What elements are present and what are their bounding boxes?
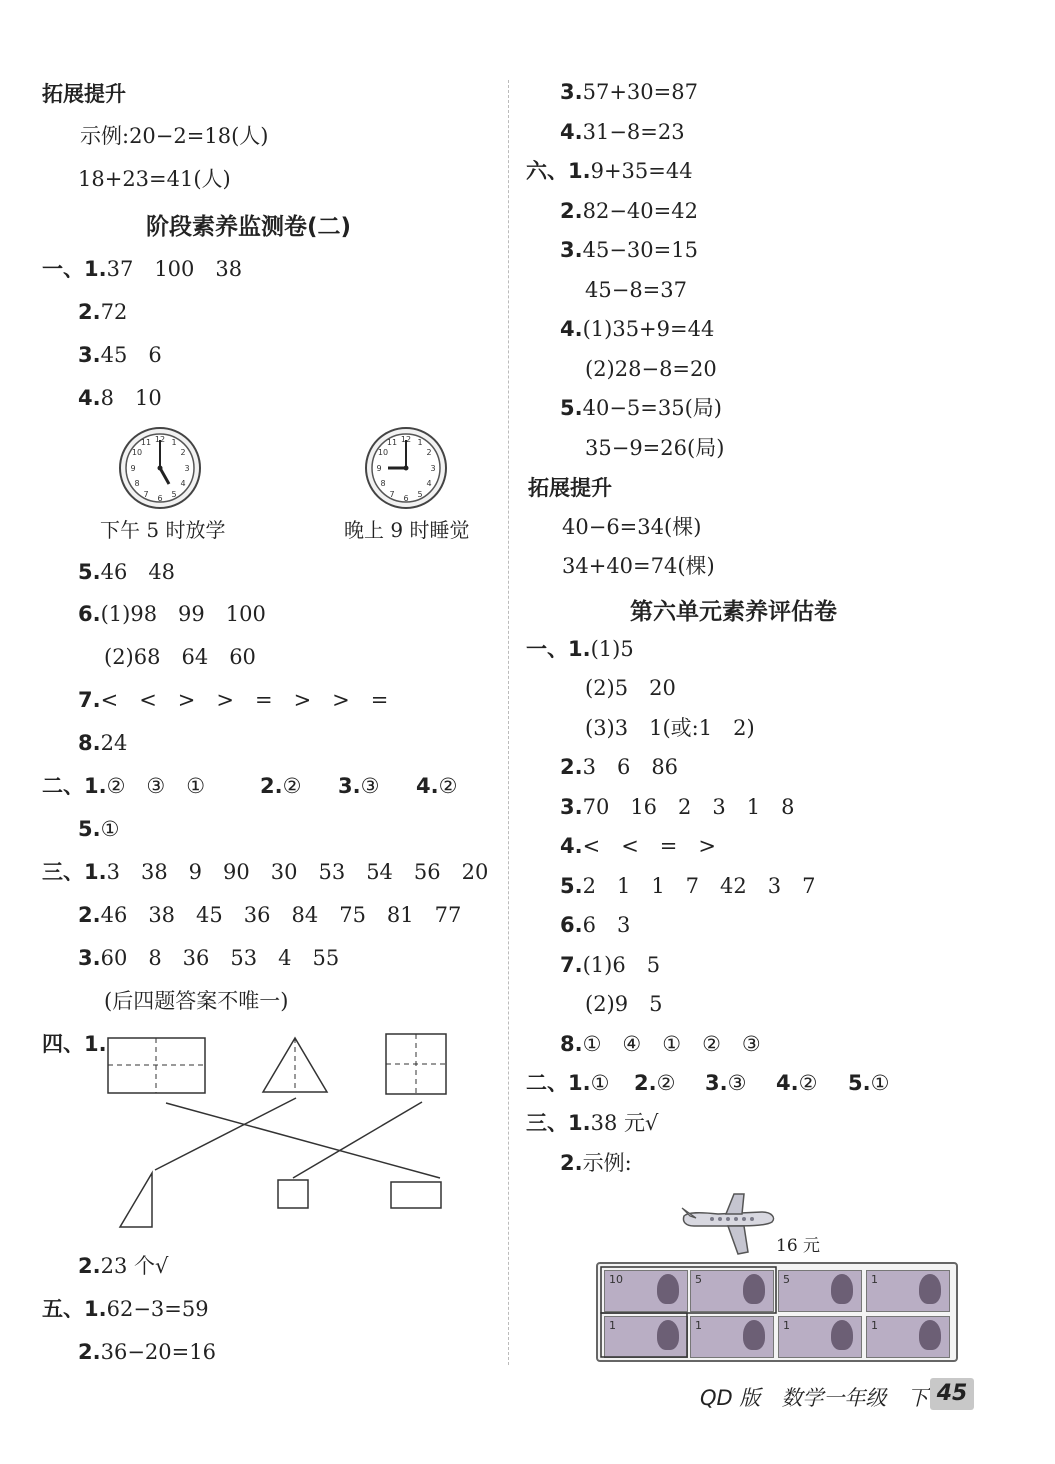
answer-row bbox=[42, 1030, 107, 1058]
question-number: 4. bbox=[78, 386, 101, 410]
answer-text: 62−3=59 bbox=[106, 1297, 209, 1321]
answer-row bbox=[78, 600, 266, 628]
banknote-panel bbox=[596, 1262, 958, 1362]
grouping-outline bbox=[598, 1264, 956, 1360]
svg-text:7: 7 bbox=[143, 490, 149, 499]
answer-text: < < > > = > > = bbox=[100, 688, 389, 712]
answer-row bbox=[560, 1149, 632, 1177]
question-number: 四、1. bbox=[42, 1032, 107, 1056]
answer-row bbox=[78, 686, 388, 714]
answer-text: 45−30=15 bbox=[582, 238, 698, 262]
folded-rectangle-shape bbox=[108, 1038, 205, 1093]
answer-row bbox=[705, 1069, 746, 1097]
question-number: 三、1. bbox=[42, 860, 107, 884]
question-number: 4. bbox=[560, 317, 583, 341]
svg-text:11: 11 bbox=[140, 438, 152, 447]
answer-row bbox=[42, 772, 205, 800]
svg-text:1: 1 bbox=[417, 438, 423, 447]
answer-row bbox=[42, 1295, 209, 1323]
question-number: 3. bbox=[560, 795, 583, 819]
answer-text: 38 元√ bbox=[590, 1111, 659, 1135]
svg-text:4: 4 bbox=[426, 479, 432, 488]
svg-text:2: 2 bbox=[180, 448, 186, 457]
airplane-toy-icon bbox=[678, 1190, 778, 1258]
answer-text: 示例: bbox=[582, 1151, 632, 1175]
banknote-value: 1 bbox=[783, 1319, 790, 1332]
question-number: 2. bbox=[560, 1151, 583, 1175]
svg-text:11: 11 bbox=[386, 438, 398, 447]
right-triangle-shape bbox=[120, 1173, 152, 1227]
svg-text:12: 12 bbox=[154, 435, 166, 444]
answer-row bbox=[526, 157, 693, 185]
answer-text: 45−8=37 bbox=[585, 278, 687, 302]
answer-row bbox=[560, 236, 698, 264]
section-title-extension: 拓展提升 bbox=[42, 82, 126, 106]
answer-row bbox=[78, 944, 339, 972]
folded-square-shape bbox=[386, 1034, 446, 1094]
svg-text:9: 9 bbox=[376, 464, 382, 473]
answer-text: 35−9=26(局) bbox=[585, 436, 725, 460]
page-title-stage-test-2: 阶段素养监测卷(二) bbox=[146, 214, 352, 240]
question-number: 3. bbox=[338, 774, 361, 798]
question-number: 二、1. bbox=[42, 774, 107, 798]
answer-text: ① bbox=[100, 817, 120, 841]
answer-row bbox=[776, 1069, 817, 1097]
question-number: 2. bbox=[260, 774, 283, 798]
question-number: 5. bbox=[560, 874, 583, 898]
answer-text: 40−6=34(棵) bbox=[562, 515, 702, 539]
question-number: 7. bbox=[560, 953, 583, 977]
answer-text: ② bbox=[282, 774, 302, 798]
answer-text: 9+35=44 bbox=[590, 159, 693, 183]
answer-text: ① bbox=[870, 1071, 890, 1095]
match-line bbox=[155, 1098, 296, 1170]
page-number: 45 bbox=[930, 1378, 974, 1410]
question-number: 3. bbox=[705, 1071, 728, 1095]
example-line-1: 示例:20−2=18(人) bbox=[80, 124, 269, 148]
column-divider bbox=[508, 80, 509, 1365]
answer-text: (2)9 5 bbox=[585, 992, 663, 1016]
banknote-value: 5 bbox=[695, 1273, 702, 1286]
answer-row bbox=[848, 1069, 889, 1097]
airplane-price: 16 元 bbox=[776, 1236, 821, 1256]
svg-text:1: 1 bbox=[171, 438, 177, 447]
question-number: 2. bbox=[78, 1254, 101, 1278]
match-line bbox=[293, 1102, 422, 1178]
question-number: 4. bbox=[560, 834, 583, 858]
question-number: 2. bbox=[78, 1340, 101, 1364]
answer-row bbox=[560, 872, 815, 900]
answer-text: 37 100 38 bbox=[106, 257, 243, 281]
answer-row bbox=[560, 832, 716, 860]
svg-text:8: 8 bbox=[134, 479, 140, 488]
answer-row bbox=[78, 558, 175, 586]
answer-text: 45 6 bbox=[100, 343, 162, 367]
svg-text:4: 4 bbox=[180, 479, 186, 488]
answer-row bbox=[560, 394, 722, 422]
folded-triangle-shape bbox=[263, 1038, 327, 1092]
svg-text:8: 8 bbox=[380, 479, 386, 488]
small-rectangle-shape bbox=[391, 1182, 441, 1208]
svg-text:6: 6 bbox=[157, 494, 163, 503]
question-number: 六、1. bbox=[526, 159, 591, 183]
banknote-value: 1 bbox=[695, 1319, 702, 1332]
question-number: 7. bbox=[78, 688, 101, 712]
question-number: 一、1. bbox=[42, 257, 107, 281]
svg-text:5: 5 bbox=[417, 490, 423, 499]
svg-text:3: 3 bbox=[430, 464, 436, 473]
answer-text: < < = > bbox=[582, 834, 716, 858]
clock-1-label: 下午 5 时放学 bbox=[100, 518, 226, 542]
answer-row bbox=[338, 772, 379, 800]
question-number: 一、1. bbox=[526, 637, 591, 661]
answer-row bbox=[560, 793, 794, 821]
question-number: 3. bbox=[78, 343, 101, 367]
answer-row bbox=[560, 118, 685, 146]
answer-row bbox=[78, 901, 461, 929]
answer-text: ① ④ ① ② ③ bbox=[582, 1032, 761, 1056]
answer-row bbox=[560, 197, 698, 225]
question-number: 4. bbox=[416, 774, 439, 798]
clock-5-oclock-icon bbox=[118, 426, 202, 510]
answer-row bbox=[416, 772, 457, 800]
answer-row bbox=[526, 1069, 609, 1097]
answer-row bbox=[560, 315, 714, 343]
question-number: 5. bbox=[78, 560, 101, 584]
question-number: 2. bbox=[634, 1071, 657, 1095]
question-number: 三、1. bbox=[526, 1111, 591, 1135]
answer-row bbox=[260, 772, 301, 800]
answer-row bbox=[560, 1030, 761, 1058]
answer-text: 46 38 45 36 84 75 81 77 bbox=[100, 903, 462, 927]
answer-row bbox=[560, 951, 660, 979]
answer-text: 24 bbox=[100, 731, 128, 755]
answer-row bbox=[560, 78, 698, 106]
svg-text:10: 10 bbox=[377, 448, 389, 457]
answer-text: 23 个√ bbox=[100, 1254, 169, 1278]
question-number: 3. bbox=[560, 238, 583, 262]
answer-text: 70 16 2 3 1 8 bbox=[582, 795, 795, 819]
answer-text: 72 bbox=[100, 300, 128, 324]
question-number: 5. bbox=[560, 396, 583, 420]
example-line-2: 18+23=41(人) bbox=[78, 167, 231, 191]
answer-text: (1)98 99 100 bbox=[100, 602, 266, 626]
svg-text:7: 7 bbox=[389, 490, 395, 499]
svg-text:6: 6 bbox=[403, 494, 409, 503]
question-number: 8. bbox=[560, 1032, 583, 1056]
answer-row bbox=[560, 911, 630, 939]
answer-text: 6 3 bbox=[582, 913, 631, 937]
answer-row bbox=[78, 341, 162, 369]
answer-row bbox=[78, 384, 162, 412]
answer-row bbox=[42, 255, 242, 283]
svg-text:2: 2 bbox=[426, 448, 432, 457]
answer-text: ② bbox=[656, 1071, 676, 1095]
svg-text:10: 10 bbox=[131, 448, 143, 457]
answer-text: 82−40=42 bbox=[582, 199, 698, 223]
answer-text: (2)68 64 60 bbox=[104, 645, 256, 669]
banknote-value: 5 bbox=[783, 1273, 790, 1286]
banknote-value: 1 bbox=[609, 1319, 616, 1332]
question-number: 5. bbox=[78, 817, 101, 841]
question-number: 2. bbox=[560, 755, 583, 779]
footer-book-info: QD 版 数学一年级 下 bbox=[700, 1386, 929, 1410]
answer-text: 60 8 36 53 4 55 bbox=[100, 946, 340, 970]
question-number: 五、1. bbox=[42, 1297, 107, 1321]
banknote-value: 1 bbox=[871, 1319, 878, 1332]
answer-text: ③ bbox=[360, 774, 380, 798]
answer-text: ② bbox=[798, 1071, 818, 1095]
section-title-extension: 拓展提升 bbox=[528, 476, 612, 500]
answer-row bbox=[526, 1109, 658, 1137]
answer-text: 3 6 86 bbox=[582, 755, 679, 779]
answer-text: ① bbox=[590, 1071, 610, 1095]
svg-text:9: 9 bbox=[130, 464, 136, 473]
answer-text: 3 38 9 90 30 53 54 56 20 bbox=[106, 860, 489, 884]
answer-text: 34+40=74(棵) bbox=[562, 554, 715, 578]
clock-9-oclock-icon bbox=[364, 426, 448, 510]
answer-text: (1)35+9=44 bbox=[582, 317, 715, 341]
answer-text: (3)3 1(或:1 2) bbox=[585, 716, 755, 740]
question-number: 2. bbox=[78, 300, 101, 324]
answer-row bbox=[42, 858, 488, 886]
question-number: 5. bbox=[848, 1071, 871, 1095]
small-square-shape bbox=[278, 1180, 308, 1208]
question-number: 2. bbox=[78, 903, 101, 927]
answer-row bbox=[526, 635, 634, 663]
svg-text:12: 12 bbox=[400, 435, 412, 444]
match-line bbox=[166, 1103, 440, 1178]
question-number: 4. bbox=[776, 1071, 799, 1095]
answer-text: 2 1 1 7 42 3 7 bbox=[582, 874, 816, 898]
page-title-unit-6: 第六单元素养评估卷 bbox=[630, 599, 837, 625]
answer-text: 31−8=23 bbox=[582, 120, 685, 144]
question-number: 2. bbox=[560, 199, 583, 223]
banknote-value: 10 bbox=[609, 1273, 623, 1286]
answer-row bbox=[634, 1069, 675, 1097]
question-number: 6. bbox=[78, 602, 101, 626]
question-number: 3. bbox=[78, 946, 101, 970]
answer-text: 8 10 bbox=[100, 386, 162, 410]
answer-text: ② bbox=[438, 774, 458, 798]
clock-2-label: 晚上 9 时睡觉 bbox=[344, 518, 470, 542]
answer-text: ③ bbox=[727, 1071, 747, 1095]
question-number: 3. bbox=[560, 80, 583, 104]
answer-text: ② ③ ① bbox=[106, 774, 206, 798]
answer-row bbox=[78, 729, 127, 757]
answer-text: 36−20=16 bbox=[100, 1340, 216, 1364]
question-number: 4. bbox=[560, 120, 583, 144]
question-number: 6. bbox=[560, 913, 583, 937]
svg-text:3: 3 bbox=[184, 464, 190, 473]
answer-row bbox=[78, 1252, 168, 1280]
answer-text: (2)5 20 bbox=[585, 676, 676, 700]
question-number: 8. bbox=[78, 731, 101, 755]
svg-text:5: 5 bbox=[171, 490, 177, 499]
answer-text: 46 48 bbox=[100, 560, 176, 584]
answer-row bbox=[78, 298, 127, 326]
answer-row bbox=[78, 1338, 216, 1366]
answer-text: (2)28−8=20 bbox=[585, 357, 717, 381]
answer-text: 40−5=35(局) bbox=[582, 396, 722, 420]
answer-row bbox=[560, 753, 678, 781]
answer-text: (1)5 bbox=[590, 637, 634, 661]
answer-text: 57+30=87 bbox=[582, 80, 698, 104]
answer-row bbox=[78, 815, 119, 843]
shape-matching-diagram bbox=[100, 1030, 450, 1235]
question-number: 二、1. bbox=[526, 1071, 591, 1095]
banknote-value: 1 bbox=[871, 1273, 878, 1286]
note-text: (后四题答案不唯一) bbox=[104, 989, 289, 1013]
answer-text: (1)6 5 bbox=[582, 953, 661, 977]
